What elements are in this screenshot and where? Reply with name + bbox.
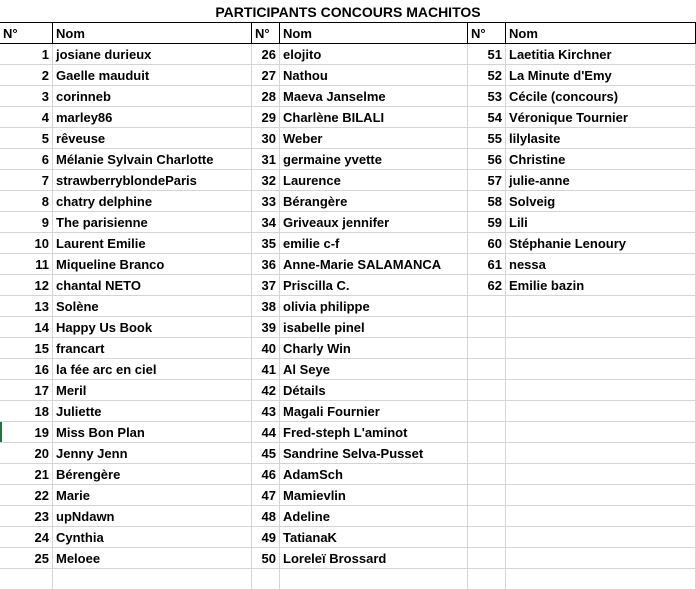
participant-name-cell[interactable]: Charlène BILALI <box>280 107 468 128</box>
empty-cell[interactable] <box>468 296 506 317</box>
participant-name-cell[interactable]: elojito <box>280 44 468 65</box>
participant-number-cell[interactable]: 12 <box>0 275 53 296</box>
participant-number-cell[interactable]: 30 <box>252 128 280 149</box>
participant-name-cell[interactable]: Fred-steph L'aminot <box>280 422 468 443</box>
participant-number-cell[interactable]: 6 <box>0 149 53 170</box>
participant-name-cell[interactable]: Solveig <box>506 191 696 212</box>
participant-name-cell[interactable]: Al Seye <box>280 359 468 380</box>
participant-name-cell[interactable]: Sandrine Selva-Pusset <box>280 443 468 464</box>
participant-name-cell[interactable]: emilie c-f <box>280 233 468 254</box>
participant-number-cell[interactable]: 50 <box>252 548 280 569</box>
participant-number-cell[interactable]: 29 <box>252 107 280 128</box>
participant-name-cell[interactable]: Griveaux jennifer <box>280 212 468 233</box>
participant-number-cell[interactable]: 9 <box>0 212 53 233</box>
empty-cell[interactable] <box>468 485 506 506</box>
empty-cell[interactable] <box>468 359 506 380</box>
participant-name-cell[interactable]: The parisienne <box>53 212 252 233</box>
participant-number-cell[interactable]: 34 <box>252 212 280 233</box>
participant-number-cell[interactable]: 17 <box>0 380 53 401</box>
participant-number-cell[interactable]: 33 <box>252 191 280 212</box>
participant-number-cell[interactable]: 47 <box>252 485 280 506</box>
participant-number-cell[interactable]: 20 <box>0 443 53 464</box>
empty-cell[interactable] <box>506 317 696 338</box>
empty-cell[interactable] <box>468 338 506 359</box>
empty-cell[interactable] <box>468 464 506 485</box>
empty-cell[interactable] <box>468 422 506 443</box>
participant-number-cell[interactable]: 59 <box>468 212 506 233</box>
participant-number-cell[interactable]: 37 <box>252 275 280 296</box>
participant-number-cell[interactable]: 23 <box>0 506 53 527</box>
participant-name-cell[interactable]: Détails <box>280 380 468 401</box>
participant-number-cell[interactable]: 4 <box>0 107 53 128</box>
empty-cell[interactable] <box>506 338 696 359</box>
participant-name-cell[interactable]: Cécile (concours) <box>506 86 696 107</box>
participant-number-cell[interactable]: 3 <box>0 86 53 107</box>
empty-cell[interactable] <box>506 296 696 317</box>
participant-name-cell[interactable]: Anne-Marie SALAMANCA <box>280 254 468 275</box>
participant-number-cell[interactable]: 15 <box>0 338 53 359</box>
participant-number-cell[interactable]: 53 <box>468 86 506 107</box>
empty-cell[interactable] <box>0 569 53 590</box>
participant-name-cell[interactable]: rêveuse <box>53 128 252 149</box>
participant-name-cell[interactable]: AdamSch <box>280 464 468 485</box>
participant-name-cell[interactable]: marley86 <box>53 107 252 128</box>
empty-cell[interactable] <box>506 485 696 506</box>
participant-name-cell[interactable]: francart <box>53 338 252 359</box>
participant-name-cell[interactable]: Cynthia <box>53 527 252 548</box>
empty-cell[interactable] <box>468 506 506 527</box>
participant-number-cell[interactable]: 1 <box>0 44 53 65</box>
participant-name-cell[interactable]: Mélanie Sylvain Charlotte <box>53 149 252 170</box>
participant-number-cell[interactable]: 2 <box>0 65 53 86</box>
participant-number-cell[interactable]: 55 <box>468 128 506 149</box>
participant-name-cell[interactable]: germaine yvette <box>280 149 468 170</box>
participant-number-cell[interactable]: 24 <box>0 527 53 548</box>
header-name-cell[interactable]: Nom <box>280 22 468 44</box>
participant-name-cell[interactable]: Miqueline Branco <box>53 254 252 275</box>
participant-number-cell[interactable]: 45 <box>252 443 280 464</box>
participant-name-cell[interactable]: strawberryblondeParis <box>53 170 252 191</box>
participant-number-cell[interactable]: 8 <box>0 191 53 212</box>
participant-name-cell[interactable]: Laurence <box>280 170 468 191</box>
participant-number-cell[interactable]: 25 <box>0 548 53 569</box>
participant-number-cell[interactable]: 28 <box>252 86 280 107</box>
participant-name-cell[interactable]: lilylasite <box>506 128 696 149</box>
participant-name-cell[interactable]: Christine <box>506 149 696 170</box>
empty-cell[interactable] <box>468 401 506 422</box>
participant-number-cell[interactable]: 56 <box>468 149 506 170</box>
participant-name-cell[interactable]: la fée arc en ciel <box>53 359 252 380</box>
empty-cell[interactable] <box>468 380 506 401</box>
participant-number-cell[interactable]: 60 <box>468 233 506 254</box>
empty-cell[interactable] <box>506 359 696 380</box>
empty-cell[interactable] <box>506 380 696 401</box>
participant-number-cell[interactable]: 39 <box>252 317 280 338</box>
participant-name-cell[interactable]: josiane durieux <box>53 44 252 65</box>
empty-cell[interactable] <box>468 569 506 590</box>
empty-cell[interactable] <box>280 569 468 590</box>
participant-number-cell[interactable]: 54 <box>468 107 506 128</box>
empty-cell[interactable] <box>506 569 696 590</box>
participant-number-cell[interactable]: 51 <box>468 44 506 65</box>
participant-number-cell[interactable]: 26 <box>252 44 280 65</box>
participant-name-cell[interactable]: Gaelle mauduit <box>53 65 252 86</box>
participant-name-cell[interactable]: Weber <box>280 128 468 149</box>
participant-number-cell[interactable]: 11 <box>0 254 53 275</box>
participant-number-cell[interactable]: 42 <box>252 380 280 401</box>
participant-name-cell[interactable]: olivia philippe <box>280 296 468 317</box>
empty-cell[interactable] <box>252 569 280 590</box>
participant-number-cell[interactable]: 7 <box>0 170 53 191</box>
participant-number-cell[interactable]: 5 <box>0 128 53 149</box>
empty-cell[interactable] <box>506 443 696 464</box>
participant-name-cell[interactable]: Adeline <box>280 506 468 527</box>
participant-number-cell[interactable]: 49 <box>252 527 280 548</box>
empty-cell[interactable] <box>506 506 696 527</box>
empty-cell[interactable] <box>468 548 506 569</box>
sheet-title: PARTICIPANTS CONCOURS MACHITOS <box>215 4 481 20</box>
participant-number-cell[interactable]: 36 <box>252 254 280 275</box>
empty-cell[interactable] <box>53 569 252 590</box>
header-number-cell[interactable]: N° <box>468 22 506 44</box>
empty-cell[interactable] <box>506 464 696 485</box>
participant-name-cell[interactable]: TatianaK <box>280 527 468 548</box>
participant-number-cell[interactable]: 48 <box>252 506 280 527</box>
participant-name-cell[interactable]: julie-anne <box>506 170 696 191</box>
participant-name-cell[interactable]: Happy Us Book <box>53 317 252 338</box>
participant-name-cell[interactable]: Priscilla C. <box>280 275 468 296</box>
participant-number-cell[interactable]: 43 <box>252 401 280 422</box>
empty-cell[interactable] <box>506 401 696 422</box>
participant-number-cell[interactable]: 57 <box>468 170 506 191</box>
empty-cell[interactable] <box>506 422 696 443</box>
participant-name-cell[interactable]: Maeva Janselme <box>280 86 468 107</box>
header-number-cell[interactable]: N° <box>0 22 53 44</box>
participant-name-cell[interactable]: upNdawn <box>53 506 252 527</box>
participant-name-cell[interactable]: Bérangère <box>280 191 468 212</box>
participant-name-cell[interactable]: Véronique Tournier <box>506 107 696 128</box>
participant-number-cell[interactable]: 13 <box>0 296 53 317</box>
participant-number-cell[interactable]: 46 <box>252 464 280 485</box>
participant-name-cell[interactable]: Laetitia Kirchner <box>506 44 696 65</box>
participant-number-cell[interactable]: 10 <box>0 233 53 254</box>
empty-cell[interactable] <box>506 548 696 569</box>
participant-name-cell[interactable]: Loreleï Brossard <box>280 548 468 569</box>
participant-name-cell[interactable]: Laurent Emilie <box>53 233 252 254</box>
participant-number-cell[interactable]: 61 <box>468 254 506 275</box>
header-name-cell[interactable]: Nom <box>53 22 252 44</box>
participant-number-cell[interactable]: 41 <box>252 359 280 380</box>
participant-name-cell[interactable]: isabelle pinel <box>280 317 468 338</box>
participant-number-cell[interactable]: 52 <box>468 65 506 86</box>
participant-name-cell[interactable]: Solène <box>53 296 252 317</box>
participant-number-cell[interactable]: 18 <box>0 401 53 422</box>
participant-name-cell[interactable]: La Minute d'Emy <box>506 65 696 86</box>
participant-name-cell[interactable]: Miss Bon Plan <box>53 422 252 443</box>
participant-number-cell[interactable]: 21 <box>0 464 53 485</box>
participant-number-cell[interactable]: 27 <box>252 65 280 86</box>
participant-name-cell[interactable]: Meril <box>53 380 252 401</box>
participant-number-cell[interactable]: 32 <box>252 170 280 191</box>
empty-cell[interactable] <box>468 317 506 338</box>
participant-number-cell[interactable]: 40 <box>252 338 280 359</box>
participant-name-cell[interactable]: chantal NETO <box>53 275 252 296</box>
participant-number-cell[interactable]: 19 <box>0 422 53 443</box>
empty-cell[interactable] <box>506 527 696 548</box>
participant-name-cell[interactable]: Magali Fournier <box>280 401 468 422</box>
participant-number-cell[interactable]: 58 <box>468 191 506 212</box>
participant-name-cell[interactable]: nessa <box>506 254 696 275</box>
participant-number-cell[interactable]: 16 <box>0 359 53 380</box>
participant-name-cell[interactable]: Charly Win <box>280 338 468 359</box>
empty-cell[interactable] <box>468 443 506 464</box>
participant-name-cell[interactable]: Meloee <box>53 548 252 569</box>
participant-number-cell[interactable]: 35 <box>252 233 280 254</box>
participant-number-cell[interactable]: 22 <box>0 485 53 506</box>
header-name-cell[interactable]: Nom <box>506 22 696 44</box>
participant-name-cell[interactable]: corinneb <box>53 86 252 107</box>
participant-name-cell[interactable]: chatry delphine <box>53 191 252 212</box>
header-number-cell[interactable]: N° <box>252 22 280 44</box>
empty-cell[interactable] <box>468 527 506 548</box>
participant-number-cell[interactable]: 44 <box>252 422 280 443</box>
participant-number-cell[interactable]: 31 <box>252 149 280 170</box>
participant-name-cell[interactable]: Juliette <box>53 401 252 422</box>
participant-name-cell[interactable]: Stéphanie Lenoury <box>506 233 696 254</box>
participant-name-cell[interactable]: Emilie bazin <box>506 275 696 296</box>
participant-name-cell[interactable]: Marie <box>53 485 252 506</box>
participant-name-cell[interactable]: Lili <box>506 212 696 233</box>
participant-number-cell[interactable]: 62 <box>468 275 506 296</box>
participant-name-cell[interactable]: Nathou <box>280 65 468 86</box>
participant-name-cell[interactable]: Jenny Jenn <box>53 443 252 464</box>
participant-name-cell[interactable]: Mamievlin <box>280 485 468 506</box>
participant-name-cell[interactable]: Bérengère <box>53 464 252 485</box>
participant-number-cell[interactable]: 38 <box>252 296 280 317</box>
participant-number-cell[interactable]: 14 <box>0 317 53 338</box>
